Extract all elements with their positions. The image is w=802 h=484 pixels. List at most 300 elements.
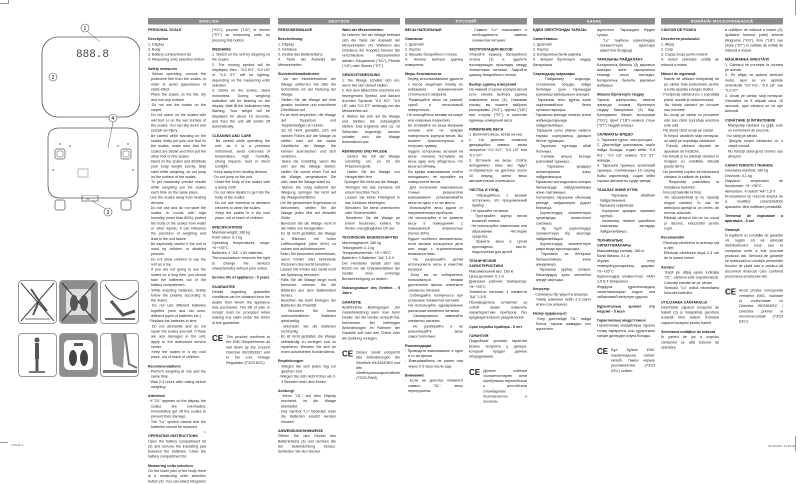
paragraph: Гарантиялық жағдайлары туралы толық ақпаратты осы құрылғыны сатқан дилерден алуға болады. [597,323,655,339]
list-item: · Егер дисплейде "OL" пайда болса, таразы шамадан тыс жүктелген. [533,316,591,332]
page-number: 1 [204,431,206,434]
battery-lid [82,195,98,201]
heading: Гарантиялық міндеттемені [597,318,646,323]
list-item: · Әр түрлі қоректендіру элементтерін бір мезгілде пайдаланбаңыз. [533,225,591,241]
list-item: · Benutzen Sie die Waage nicht in der Nähe von Heizgeräten. [278,220,336,231]
paragraph: 4. Measuring units selection button [148,57,205,62]
list-item: · Wechseln Sie die Batterien rechtzeitig. [278,323,336,334]
list-item: · Тамақ ішкеннен кейін 2-3 сағат өткен соң өлшеңіз. [533,296,591,307]
paragraph: În partea de jos a corpului cântarului se află butonul de selectare [661,334,719,350]
paragraph: 4. Өлшем бірліктерін таңдау батырмасы [533,57,591,67]
ce-text: Бұл бұйым EMC талаптарына сәйкес келеді. Төмен кернеу регламентіне (73/23 EEC) сәйкес. [611,347,655,373]
paragraph: Operating temperatures range: +5~+35°C [212,240,270,250]
heading: Descrierea produsului [661,36,700,42]
language-section [278,18,401,454]
paragraph: 1. Display [148,41,165,47]
paragraph: 4. Taste der Auswahl der Messeinheiten [278,57,336,67]
heading: PERSONENWAAGE [278,27,313,32]
list-item: · Своевременно заменяйте элементы питания. [405,313,463,324]
paragraph: Diapazon temperaturi de funcţionare: +5~+35°C [725,178,783,189]
paragraph: The manufacturer reserves the right to change the device's characteristics without prior notice. [212,255,270,271]
callout-label: 4 [111,116,115,122]
paragraph: 1. Дисплей [405,41,424,47]
list-item: · While inserting batteries, strictly follow the polarity according to the marks. [148,287,206,303]
list-item: · Салмақты бір уақытта өлшеңіз. [533,291,589,297]
heading: Сақтандыру шаралары [533,71,576,77]
list-item: · Es ist nicht gestattet, die Waage in Räumen mit hoher Luftfeuchtigkeit (über 80%) zu nutzen und aufzubewahren. [278,231,336,252]
heading: Măsuri de siguranţă [661,71,696,77]
paragraph: Der Hersteller behält sich das Recht vor, die Charakteristiken der Geräte ohne vorherige Benachrichtigung zu ändern. [342,260,400,281]
paragraph: 4. Buton selectare unităţi de măsură a masei [661,57,719,67]
list-item: · Если на дисплее появился символ "OL", весы перегружены. [405,378,463,393]
no-slippery-surface-icon [18,280,57,324]
paragraph: Ausführliche Bedingungen der Garantieleistung kann man beim Dealer, der die Geräte verkauft hat, bekommen. Bei beliebigen Anforderungen im Rahmen der Garantie soll man den Check oder die Quittung vorlegen. [342,304,400,341]
heading: ТЕХНИЧЕСКИЕ ХАРАКТЕРИСТИКИ [469,258,504,269]
section-header: ENGLISH [148,18,270,25]
paragraph: жүктелген. Таразыдан бірден түсіңіз. [597,27,655,38]
list-item: · Не используйте химические или абразивные чистящие средства. [469,223,527,239]
paragraph: 2. Корпус [405,46,421,52]
heading: САЛМАҚТЫ ӨЛШЕУ [597,132,634,137]
list-item: · Respectaţi polaritatea la instalarea bateriilor. [661,179,719,190]
heading: Внимание! [405,373,425,378]
list-item: · Place the scales on the flat, dry and non-slip surface. [148,92,206,102]
list-item: · Не используйте и не храните весы в помещениях с повышенной влажностью (более 80%). [405,215,463,236]
heading: Сипаттамасы [533,36,558,42]
text-column [725,28,783,351]
ce-text: Dieses Gerät entspricht den Anforderungen der Richtlinie 89/336/EWG und den Niederspannungsrichtlinien (73/23 EWG) [356,349,401,381]
paragraph: 2. На дисплее появится движущийся символ, затем загорится "0.0 KG", "0.0 LB" или "0.0 ST". [469,137,527,158]
unit-button [78,169,88,177]
heading: Measuring units selection [148,463,193,468]
heading: CARACTERISTICI TEHNICE [725,163,773,168]
list-item: · Reinigen Sie das Gehäuse mit einem feuchten Tuch. [342,184,400,195]
step-on-scale-icon [100,333,139,377]
paragraph: 1. Включите весы, встав на них. [469,132,524,137]
list-item: · Manipulaţi cântarul cu grijă, este un instrument de precizie. [725,123,783,133]
heading: Wahl der Messeinheiten [342,27,384,32]
list-item: · Салмақ өлшеу кезінде қозғалмай тұрыңыз. [533,153,591,164]
list-item: · Stehen Sie ruhig während der Wiegung, springen Sie nicht auf die Waageoberfläche. [278,184,336,200]
list-item: · Не пользуйтесь весами на ковре или ковровых покрытиях. [405,112,463,123]
heading: ТЕХНИКАЛЫҚ СИПАТТАМАЛАРЫ [597,237,632,248]
heading: GARANTIE [342,299,362,305]
paragraph: Максималды салмақ: 180 кг [597,248,645,253]
list-item: · Таразыны қыздыру аспаптарынан алыс пайдаланыңыз. [533,164,591,180]
list-item: · Halten Sie die Waage von Heizgeräten fern. [342,169,400,180]
heading: Nutzungsdauer des Gerätes - 5 Jahre [342,285,400,296]
heading: ГАРАНТИЯ [469,333,489,339]
stand-still-icon [18,333,57,377]
paragraph: Подробные условия гарантии можно получить у дилера, который продал данное оборудование. [469,338,527,359]
list-item: · Wiegen Sie sich jeden Tag zur gleichen Zeit. [278,363,336,374]
heading: ЧИСТКА И УХОД [469,187,499,193]
list-item: · Replace the batteries in time. [148,318,198,324]
paragraph: 2. The moving symbol will be displayed, then - "0.0 KG", "0.0 LB" or "0.0 ST" will be lighting, depending on the measuring units selected. [212,62,270,88]
list-item: · Ştergeţi corpul cântarului cu o cârpă umedă. [725,138,783,149]
heading: CLEANING AND CARE [212,133,252,138]
language-section [148,18,270,484]
paragraph: Откройте крышку батарейного отсека (3) и удалите изолирующую прокладку между элементами питания. Закройте крышку батарейного отсека. [469,52,527,78]
list-item: · Es ist nicht gestattet, sich mit nassen Füßen auf die Waage zu stellen oder auf die nasse Oberfläche der Waage. Sie können ausrutschen und sich verletzen. [278,128,336,159]
heading: PERSONAL SCALE [148,27,182,32]
callout-label: 3 [106,210,110,216]
list-item: · Nu săriţi pe cântar. [725,133,758,138]
paragraph: 1. Display [278,41,295,47]
paragraph: 3. Deckel des Batteriefachs [278,52,323,57]
paragraph: 1. Afişaj [661,41,674,47]
list-item: · Проводите взвешивание в одно и то же время. [405,348,463,359]
paragraph: Өндіруші құрылғылардың сипаттамаларын алдын ала хабарламай өзгертуге құқылы. [597,284,655,300]
paragraph: 2. Gehäuse [278,46,297,52]
paragraph: Teilungswert: 0,1 kg [342,245,375,250]
paragraph: Жұмыс істеу температураларының ауқымы: +5~+35°С [597,258,655,274]
list-item: · Таразыға секірмеңіз. [597,203,635,208]
list-item: · To get maximally precise results while weighing put the scales each time on the same place. [148,179,206,195]
list-item: · Înainte de utilizare îndepărtaţi de pe cântar folia protectoare pentru a evita apariţia energiei statice. [661,76,719,92]
paragraph: Батареялық бөліктің (3) қақпағын ашыңыз және оқшаулағыш төсемді алып тастаңыз. Батареялық бөліктің қақпағын жабыңыз. [597,62,655,88]
list-item: · Es ist nicht empfohlen, die Waage auf Teppichen und Teppichbelägen zu nutzen. [278,112,336,128]
list-item: · Um die genauesten Ergebnisse zu bekommen, stellen Sie die Waage jedes Mal auf dieselbe Stelle. [278,200,337,221]
list-item: · Будьте особенно внимательны, если весами пользуются дети или люди с ограниченными возможностями. [405,236,463,257]
list-item: · Размещайте весы на ровной, сухой и нескользкой поверхности. [405,97,463,113]
paragraph: 2. Corp [661,46,673,52]
paragraph: Open the battery compartment lid (3) and remove the insulating pad between the batteries. Close the battery compartment lid. [148,438,206,459]
list-item: · Таразыны құрғақ, салқын, балалардың қолы жетпейтін жерде сақтаңыз. [533,267,591,282]
no-wet-feet-icon [59,280,98,324]
list-item: · Before operating, remove the protective film from the scales, in order to avoid appearance of static effect. [148,71,206,92]
section-header: ROMÂNĂ/ MOLDOVENEASCĂ [661,18,783,25]
ce-mark-icon: CE [725,288,737,297]
paragraph: 3. Таразыға тұрыңыз, қозғалмай тұрыңыз. Салмағыңыз 10 секунд бойы көрсетіледі, содан кейін таразы автоматты түрде сөнеді. [597,163,655,184]
ce-text: Acest produs corespunde cerinţelor EMC, înaintate în conformitate cu Directiva 89/336/EEC / Directiva privind la electrosecuritate (73/23 EEC). [739,288,783,324]
list-item: · Seien Sie besonders aufmerksam, wenn Kinder oder behinderte Personen das Gerät benutzen. [278,251,336,267]
heading: Termenul de exploatare a aparatului - 5 ani [725,213,783,224]
list-item: · Не вставайте на весы мокрыми ногами или на мокрую поверхность корпуса весов. Вы можете поскользнуться и получить травму. [405,123,463,149]
paragraph: 1. Cântarul se porneşte la urcarea pe acesta. [725,62,783,73]
list-item: · Be careful while operating the unit, as it is a precision instrument, avoid extremes of temperature, high humidity, strong impacts, dust or direct sunlight. [212,138,270,169]
text-column [469,28,527,405]
battery-label: 3V [86,197,90,201]
paragraph: 3. Крышка батарейного отсека [405,52,457,57]
ce-mark-icon: CE [212,334,224,344]
list-item: · Do not use chemical or abrasive cleaners to clean the scales. [212,200,270,210]
heading: REINIGUNG UND PFLEGE [342,148,388,154]
paragraph: 3. Urcaţi pe cântar, staţi nemişcat. Greutatea va fi afişată circa 10 secunde, apoi cântarul se va opri automat. [725,93,783,114]
list-item: · Efectuaţi cântărirea la aceeaşi oră a zilei. [661,240,719,250]
list-item: · Не разбирайте и не ремонтируйте весы самостоятельно. [405,323,463,339]
list-item: · Если вы не собираетесь пользоваться весами длительное время, извлеките элементы питания. [405,272,463,293]
paragraph: 3. Встаньте на весы, стойте неподвижно. Ваш вес будет отображаться на дисплее около 10 секунд, затем весы автоматически отключатся. [469,157,527,184]
list-item: · Для получения максимально точных результатов взвешивания устанавливайте весы на одно и то же место. [405,184,463,205]
list-item: · The "Lo" symbol means that the batteries should be replaced. [148,419,206,429]
list-item: · Fiţi atenţi când urcaţi pe cântar. [661,128,714,133]
paragraph: 2. Pe afişaj va apărea simbolul mobil, apoi se vor aprinde simbolurile "0.0 KG", "0.0 LB" sau "0.0 ST". [725,72,783,93]
paragraph: Deschideţi capacul locaşului de baterii (3) şi îndepărtaţi garnitura izolantă între baterii. Închideţi capacul locaşului pentru baterii. [661,304,719,325]
heading: GEWICHTSMESSUNG [342,72,381,78]
paragraph: 2. Дисплейде қозғалмалы таңба пайда болады, содан кейін "0.0 KG", "0.0 LB" немесе "0.0 ST" жанады. [597,142,655,163]
heading: ИЗМЕРЕНИЕ ВЕСА [469,127,504,132]
ce-mark-icon: CE [469,368,481,377]
list-item: · Перед использованием удалите с весов защитную пленку во избежание возникновения статического эффекта. [405,76,463,97]
heading: MĂSURAREA GREUTĂŢII [725,57,770,62]
text-column [148,28,206,484]
list-item: · Be careful while standing on the scales: firstly put your one foot on the scales, make sure that the scales are stable and then put the other foot on the scales. [148,133,206,159]
paragraph: 1. Дисплей [533,41,552,47]
list-item: · Таразыны ылғалдылығы жоғары бөлмелерде пайдаланбаңыз және сақтамаңыз. [533,179,591,195]
list-item: · Dacă pe afişaj apare indicaţia "OL", cântarul este supraîncărcat. Coborâţi imediat de pe cântar. [661,270,719,285]
scale-diagram [20,20,140,200]
heading: Өлшем бірліктерін таңдау [597,92,645,97]
ce-conformity-note [212,335,270,366]
heading: TECHNISCHE EIGENSCHAFTEN [342,235,398,240]
list-item: · Nu folosiţi detergenţi chimici sau abrazivi. [725,148,783,159]
list-item: · Do not allow children to use the unit as a toy. [148,256,206,267]
heading: OPERATING INSTRUCTIONS [148,433,198,439]
paragraph: 3. Battery compartment lid [148,52,191,57]
list-item: · Use the scales away from heating devices. [148,195,206,205]
list-item: · Simbolul "Lo" indică necesitatea înlocuirii bateriilor. [661,285,719,296]
heading: CURĂŢARE ŞI ÎNTREŢINERE [725,117,776,123]
paragraph: Öffnen Sie den Deckel des Batteriefachs (3) und nehmen Sie die Isolierdichtung heraus. Schließen Sie den Deckel. [278,433,336,454]
text-column [661,28,719,351]
list-item: · Poziţionaţi cântarul pe o suprafaţă plană, uscată şi nealunecoasă. [661,92,719,102]
paragraph: Details regarding guarantee conditions can be obtained from the dealer from whom the appliance was purchased. The bill of sale or receipt must be produced when making any claim under the terms of this guarantee. [212,289,270,325]
heading: Меры безопасности [405,71,442,77]
list-item: · Perform weighing at one and the same time. [148,369,206,379]
paragraph: 4. Кнопка выбора единиц измерения [405,57,463,67]
callout-label: 2 [51,75,55,81]
paragraph: Batterien: 4 Batterien "AA" 1,5 V [342,255,395,261]
crop-mark [795,0,796,15]
paragraph: Point value: 0,1 kg [212,235,243,240]
heading: Назар аударыңыз! [533,311,567,316]
heading: Описание [405,36,423,42]
heading: Срок службы прибора - 5 лет [469,324,523,329]
list-item: · Do not use and do not store the scales in rooms with high humidity (more than 80%), protect the body of the scales from water or other liquids, it can influence the precision of weighing and lead to the unit failure. [148,205,206,241]
ce-text: This product conforms to the EMC-Requirements as laid down by the Council Directive 89/336/EEC and to the Low Voltage Regulation (73/23 EEC) [226,334,270,365]
paragraph: Қоректендіру элементтері: «AA» 1,5 В 4 батареясы [597,274,655,284]
text-column [212,28,270,484]
list-item: · If you are not going to use the scales for a long time, you should take the batteries out of the battery compartment. [148,267,206,288]
paragraph: Maximal weight: 180 kg [212,229,251,235]
scale-bottom-view [48,128,138,198]
paragraph: 2. Корпус [533,46,549,52]
paragraph: Temperaturbereich: +5~+35°C [342,250,392,256]
section-header: ҚАЗАҚ [533,18,655,25]
crop-mark [0,0,9,4]
paragraph: Максимальный вес: 180 кг [469,268,514,274]
list-item: · Не разрешайте детям использовать весы в качестве игрушки. [405,256,463,272]
heading: Garanţie [725,227,740,233]
paragraph: 3. Stand on the scales, stand motionless. During weighing indication will be flashing on the display. Wait till the indications stop flashing. Your weight will be displayed for about 10 seconds, and then the unit will switch off automatically. [212,88,270,129]
paragraph: On the lower part of the body there is a measuring units selection button (4). You can select kilograms [148,468,206,484]
list-item: · Bewahren Sie die Waage an einem trockenen, kühlen, für Kinder unzugänglichen Ort auf. [342,215,400,231]
ce-text: Данное изделие соответствует всем требуемым европейским и российским стандартам безопасности и гигиены. [483,368,527,404]
ce-conformity-note [342,350,400,381]
text-column [597,28,655,374]
heading: Attention! [148,393,166,399]
paragraph: 3. Батареялық бөлік қақпағы [533,52,582,57]
paragraph: Alimentare: 4 baterii "AA" 1,5 V [725,188,776,194]
text-column [533,28,591,374]
list-item: · Stellen Sie die Waage auf eine gerade, trockene und rutschfeste Oberfläche auf. [278,97,336,113]
heading: UTILIZAREA CÂNTARULUI [661,299,708,305]
paragraph: 3. Capac locaş pentru baterii [661,52,708,57]
list-item: · Nu urcaţi pe cântar cu picioarele ude sau când suprafaţa acestuia este udă. [661,112,719,128]
paragraph: Диапазон рабочих температур: +5~+35°С [469,279,527,289]
heading: Sicherheitsmaßnahmen [278,71,320,77]
list-item: · Folosiţi cântarul departe de aparatele de încălzire. [661,143,719,154]
paragraph: Batteries: 4 "AA" 1,5V batteries. [212,250,264,256]
crop-mark [0,442,8,443]
heading: ТАЗАЛАУ ЖӘНЕ КҮТІМ [597,187,638,193]
battery-compartment-diagram [20,195,140,265]
heading: ВЕСЫ НАПОЛЬНЫЕ [405,27,442,32]
paragraph: Producătorul îşi rezervă dreptul de a modifica caracteristicile aparatelor fără notificare prealabilă. [725,193,783,209]
ce-conformity-note [725,288,783,324]
display-digits: 888.8 [76,49,110,61]
list-item: · Vor der Inbetriebnahme der Waage entfernen Sie bitte die Schutzfolie vor der Nutzung der Waage. [278,76,336,97]
heading: ANWENDUNGSHINWEISE [278,428,323,433]
heading: Құрылғының қызмет ету мерзімі - 5 жыл [597,303,655,314]
list-item: · Do not dismantle and do not repair the scales yourself. If there are any damages in the unit, apply to the authorized service center. [148,323,206,349]
text-column [278,28,336,455]
heading: Description [148,36,169,42]
language-section [533,18,655,434]
section-header: РУССКИЙ [405,18,527,25]
list-item: · Springen Sie nicht auf die Waage. [342,179,400,185]
heading: ЕДЕН ЭЛЕКТРОНДЫ ТАРАЗЫ [533,27,587,32]
text-column [405,28,463,405]
list-item: · Clean the body of the scales with a damp cloth. [212,179,270,190]
list-item: · Символ "Lo" показывает о необходимости замены элементов питания. [469,27,527,43]
ce-conformity-note [597,348,655,374]
list-item: · Храните весы в сухом прохладном месте, недоступном для детей. [469,239,527,254]
list-item: · Таразыны абайлап пайдаланыңыз. [597,192,655,203]
list-item: · If "OL" appears on the display, the scales are overloaded. Immediately get off the scales to prevent their damage. [148,398,206,419]
list-item: · Keep the scales in a dry cool place, out of reach of children. [212,210,270,221]
list-item: · Lassen Sie Kinder das Gerät nicht als Spielzeug benutzen. [278,267,336,277]
list-item: · Будьте осторожны, вставая на весы: сначала поставьте на весы одну ногу, убедитесь, что весы устойчивы. [405,148,463,169]
list-item: · Keep the scales in a dry cool place, out of reach of children. [148,349,206,360]
paragraph: Элементы питания: 4 элемента "AA" 1,5 В [469,289,527,300]
list-item: · Do not jump on the unit. [212,174,253,180]
heading: CÂNTAR DE PODEA [661,27,697,32]
list-item: · Keep away from heating devices. [212,169,268,174]
ce-conformity-note [469,368,527,404]
heading: WEIGHING [212,46,231,52]
list-item: · Beachten Sie beim Einlegen der Batterien die Polarität. [278,298,336,308]
list-item: · Păstraţi cântarul într-un loc uscat şi răcoros, inaccesibil pentru copii. [661,215,719,231]
heading: Atenţie! [661,264,675,270]
list-item: · Взвешивайтесь не ранее чем через 2-3 часа после еды. [405,358,463,369]
ce-mark-icon: CE [597,347,609,357]
list-item: · Benutzen Sie keine unterschiedlichen Batterien gleichzeitig. [278,308,336,324]
footer-right: 01.05.2017 11:45:30 [768,444,796,448]
heading: Safety measures [148,66,178,71]
heading: ЭКСПЛУАТАЦИЯ ВЕСОВ [469,46,513,52]
paragraph: Таразы корпусының төменгі жағында өлшем бірліктерін таңдау батырмасы (4) бар. Батырманы басып, килограмм ("KG"), фунт ("LB") немесе стоун ("ST") таңдай аласыз. [597,97,655,128]
paragraph: Бөлік бағасы: 0,1 кг [597,253,630,258]
paragraph: 1. Die Waage schaltet sich ein, wenn Sie sich darauf stellen. [342,77,400,88]
list-item: · Обращайтесь с весами осторожно, это прецизионный прибор. [469,192,527,208]
list-item: · Do not use the scales on the carpet. [148,102,206,113]
footer-left: 1.Pnvih 1 [11,443,24,447]
list-item: · Do not allow liquids to get into the body of the scales. [212,189,270,200]
heading: Recommendations [148,363,181,369]
heading: Кеңестер [533,286,550,292]
list-item: · Gehen Sie mit der Waage vorsichtig um, es ist ein Präzisionsgerät. [342,153,400,169]
list-item: · Seien Sie vorsichtig, wenn Sie sich auf die Waage stellen: stellen Sie zuerst einen Fuß auf die Waage, vergewissern Sie sich, dass die Waage stabil ist. [278,159,336,185]
no-jumping-icon [100,280,139,324]
language-section [405,18,527,434]
list-item: · Не используйте одновременно различные элементы питания. [405,303,463,313]
list-item: · Efectuaţi cântărirea după 2-3 ore de la luarea mesei. [661,250,719,261]
paragraph: Maximalgewicht: 180 kg [342,240,381,245]
list-item: · Соблюдайте полярность при установке элементов питания. [405,292,463,303]
list-item: · Корпусын дымқыл матамен сүртіңіз. [597,208,655,218]
paragraph: 3. Stellen Sie sich auf die Waage und bleiben Sie unbeweglich stehen. Das Ergebnis wird ca. 10 Sekunden angezeigt, danach schaltet sich die Waage automatisch aus. [342,113,400,145]
paragraph: Цена деления: 0,1 кг [469,274,505,279]
paragraph: 2. Body [148,46,161,52]
paragraph: Производитель оставляет за собой право изменять характеристики приборов без предварительного уведомления. [469,299,527,320]
heading: Service life of appliance - 5 years [212,275,270,280]
text-column [342,28,400,455]
list-item: · Do not stand on the scales with wet feet or on the wet surface of the scales. You can slip down and sustain an injury. [148,112,206,133]
heading: Beschreibung [278,36,303,42]
list-item: · Протирайте корпус весов влажной тканью. [469,213,527,224]
heading: Выбор единиц измерения [469,81,517,87]
ce-mark-icon: CE [342,349,354,359]
list-item: · Lassen Sie keine Flüssigkeit in das Gehäuse eindringen. [342,195,400,205]
heading: ТАРАЗЫНЫ ПАЙДАЛАНУ [597,57,643,62]
list-item: · Înlocuiţi bateriile la timp. [661,189,703,195]
list-item: · Es ist nicht gestattet, die Waage selbständig zu zerlegen und zu reparieren. Wenden Sie sich an einen autorisierten Kundendienst. [278,334,336,355]
list-item: · Қоректендіру элементтерін уақытында ауыстырыңыз. [533,241,591,252]
list-item: · "Lo" таңбасы қоректендіру элементтерін ауыстыру қажеттігін білдіреді. [597,37,655,53]
list-item: · Химиялық немесе қажайтын тазалағыш заттарды пайдаланбаңыз. [597,218,655,234]
list-item: · Do not use different batteries together (new and old ones, different types of batteries etc.). [148,303,206,319]
list-item: · Nu permiteţi copiilor să folosească cântarul în calitate de jucărie. [661,169,719,180]
heading: SPECIFICATIONS [212,224,243,230]
list-item: · Используйте весы вдали от нагревательных приборов. [405,205,463,216]
paragraph: Im unteren Teil der Waage befindet sich die Taste der Auswahl der Messeinheiten (4). Während des Drückens der Knopfes können Sie verschiedene Messeinheiten wählen: Kilogramme ("KG"), Pfunde ("LB") oder Stones ("ST"). [342,32,400,69]
list-item: · Не прыгайте на весах. [469,208,510,213]
list-item: · Wenn "OL" auf dem Display erscheint, ist die Waage überlastet. [278,393,336,409]
paragraph: ("KG"), pounds ("LB") or stones ("ST") as measuring units, by pressing this button. [212,27,270,43]
paragraph: 2. Auf dem Bildschirm erscheint ein bewegendes Symbol, und danach leuchten Symbole "0.0 KG", "0.0 LB" oder "0.0 ST" abhängig von der Messeinheit auf. [342,88,400,114]
language-section [661,18,783,434]
callout-label: 1 [83,26,87,32]
list-item: · Benutzen Sie keine chemischen oder Scheuermittel. [342,205,400,216]
heading: Recomandări [661,235,685,240]
list-item: · Пайдалану алдында, статикалық әсердің пайда болмауы үшін таразыдан қорғаныш қабықшасын алыңыз. [533,76,591,97]
list-item: · Таразыны тегіс, құрғақ және сырғанамайтын бетке орналастырыңыз. [533,97,591,113]
heading: Empfehlungen [278,358,304,364]
list-item: · Таразыға сулы аяқпен немесе таразы корпусының дымқыл бетіне тұрмаңыз. [533,128,591,143]
list-item: · Das Symbol "Lo" bedeutet, dass die Batterien ersetzt werden müssen. [278,409,336,424]
list-item: · Be especially careful if the unit is used by children or disabled persons. [148,241,206,257]
heading: Рекомендации [405,343,432,348]
list-item: · Во время взвешивания стойте неподвижно, не прыгайте на поверхности весов. [405,169,463,185]
heading: GUARANTEE [212,284,236,289]
list-item: · Қоректендіру элементтерін орнатқанда полюстілікті сақтаңыз. [533,210,591,226]
list-item: · Таразыны өз бетіңізше бөлшектемеңіз және жөндемеңіз. [533,251,591,267]
list-item: · Nu folosiţi cântarul pe covoare sau mochete. [661,102,719,113]
list-item: · Балаларға таразыны ойыншық ретінде пайдалануға рұқсат бермеңіз. [533,195,591,210]
list-item: · În timpul cântăririi staţi nemişcat, nu săriţi pe suprafaţa cântarului. [661,133,719,143]
